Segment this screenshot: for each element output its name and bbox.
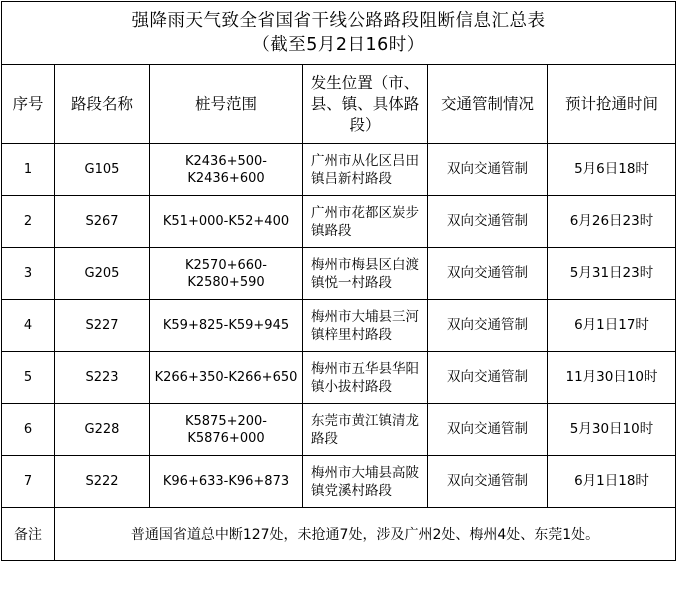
row-road-name: S227 xyxy=(55,300,150,352)
row-traffic-control: 双向交通管制 xyxy=(428,404,548,456)
stake-start: K59+825-K59+945 xyxy=(162,318,290,333)
row-road-name: S223 xyxy=(55,352,150,404)
row-road-name: S267 xyxy=(55,196,150,248)
title-row xyxy=(2,2,676,65)
table-row xyxy=(2,300,676,352)
row-location: 梅州市大埔县三河镇梓里村路段 xyxy=(303,300,428,352)
table-row xyxy=(2,404,676,456)
table-row xyxy=(2,352,676,404)
row-eta: 6月1日17时 xyxy=(548,300,676,352)
row-traffic-control: 双向交通管制 xyxy=(428,300,548,352)
row-location: 梅州市五华县华阳镇小拔村路段 xyxy=(303,352,428,404)
row-road-name: G205 xyxy=(55,248,150,300)
header-index: 序号 xyxy=(2,65,55,144)
stake-start: K51+000-K52+400 xyxy=(162,214,290,229)
row-index: 2 xyxy=(2,196,55,248)
header-traffic-control: 交通管制情况 xyxy=(428,65,548,144)
row-index: 4 xyxy=(2,300,55,352)
table-row xyxy=(2,248,676,300)
row-traffic-control: 双向交通管制 xyxy=(428,144,548,196)
row-traffic-control: 双向交通管制 xyxy=(428,196,548,248)
row-eta: 11月30日10时 xyxy=(548,352,676,404)
header-row xyxy=(2,65,676,144)
row-index: 7 xyxy=(2,456,55,508)
row-index: 5 xyxy=(2,352,55,404)
row-eta: 6月26日23时 xyxy=(548,196,676,248)
row-stake-range xyxy=(150,300,303,352)
table-row xyxy=(2,456,676,508)
row-traffic-control: 双向交通管制 xyxy=(428,352,548,404)
stake-start: K2570+660- xyxy=(184,257,267,273)
header-stake-range: 桩号范围 xyxy=(150,65,303,144)
row-location: 梅州市大埔县高陂镇党溪村路段 xyxy=(303,456,428,508)
row-stake-range xyxy=(150,196,303,248)
row-eta: 5月6日18时 xyxy=(548,144,676,196)
row-stake-range xyxy=(150,248,303,300)
row-stake-range xyxy=(150,456,303,508)
title-main: 强降雨天气致全省国省干线公路路段阻断信息汇总表 xyxy=(131,11,546,31)
stake-end: K5876+000 xyxy=(187,430,265,446)
row-location: 东莞市黄江镇清龙路段 xyxy=(303,404,428,456)
row-index: 6 xyxy=(2,404,55,456)
row-location: 广州市从化区吕田镇吕新村路段 xyxy=(303,144,428,196)
row-stake-range xyxy=(150,404,303,456)
row-eta: 5月30日10时 xyxy=(548,404,676,456)
stake-end: K2580+590 xyxy=(187,274,265,290)
title-subtitle: （截至5月2日16时） xyxy=(252,35,425,55)
row-index: 3 xyxy=(2,248,55,300)
row-road-name: G228 xyxy=(55,404,150,456)
note-text: 普通国省道总中断127处，未抢通7处，涉及广州2处、梅州4处、东莞1处。 xyxy=(55,508,676,561)
stake-start: K96+633-K96+873 xyxy=(162,474,290,489)
table-title xyxy=(2,2,676,65)
row-road-name: G105 xyxy=(55,144,150,196)
row-location: 梅州市梅县区白渡镇悦一村路段 xyxy=(303,248,428,300)
row-eta: 6月1日18时 xyxy=(548,456,676,508)
row-index: 1 xyxy=(2,144,55,196)
note-label: 备注 xyxy=(2,508,55,561)
note-row xyxy=(2,508,676,561)
row-traffic-control: 双向交通管制 xyxy=(428,456,548,508)
row-stake-range xyxy=(150,352,303,404)
row-location: 广州市花都区炭步镇路段 xyxy=(303,196,428,248)
stake-end: K2436+600 xyxy=(187,170,265,186)
row-eta: 5月31日23时 xyxy=(548,248,676,300)
header-eta: 预计抢通时间 xyxy=(548,65,676,144)
row-stake-range xyxy=(150,144,303,196)
row-road-name: S222 xyxy=(55,456,150,508)
table-row xyxy=(2,144,676,196)
header-road-name: 路段名称 xyxy=(55,65,150,144)
stake-start: K2436+500- xyxy=(184,153,267,169)
row-traffic-control: 双向交通管制 xyxy=(428,248,548,300)
table-row xyxy=(2,196,676,248)
header-location: 发生位置（市、县、镇、具体路段） xyxy=(303,65,428,144)
stake-start: K5875+200- xyxy=(184,413,267,429)
road-blockage-table xyxy=(1,1,676,561)
stake-start: K266+350-K266+650 xyxy=(154,370,298,385)
